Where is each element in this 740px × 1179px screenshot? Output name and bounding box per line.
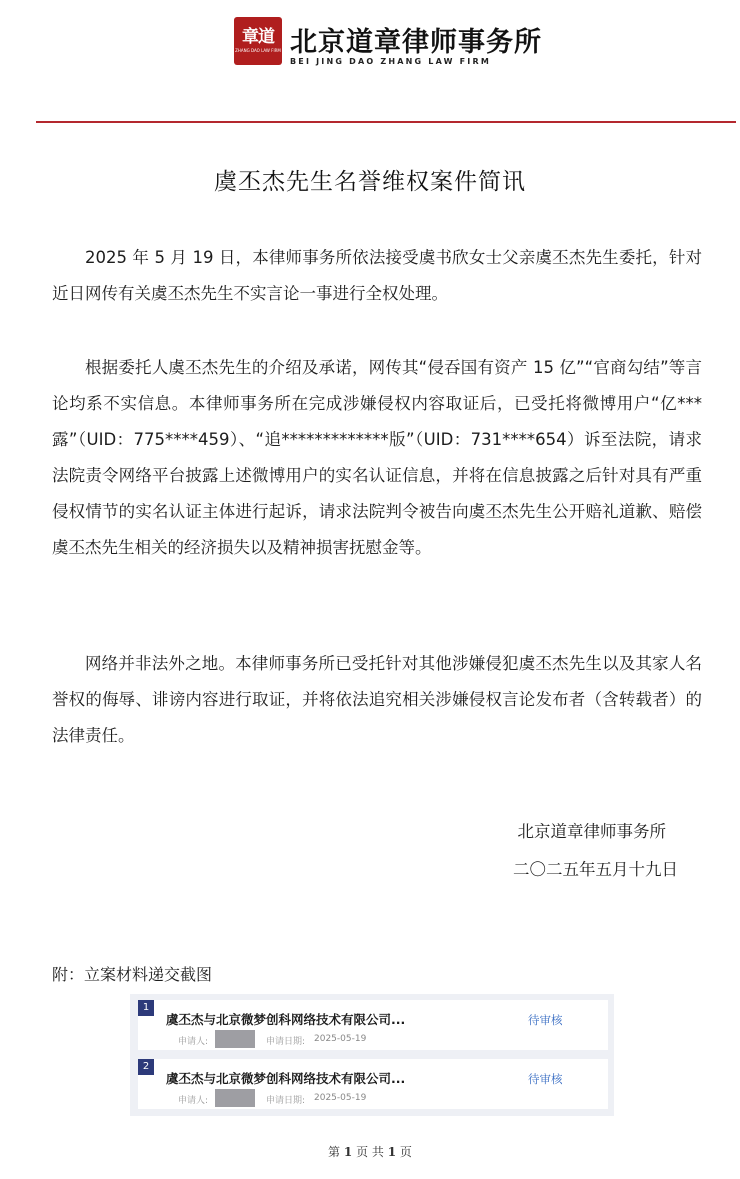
- case-status: 待审核: [528, 1013, 563, 1027]
- paragraph-2: 根据委托人虞丕杰先生的介绍及承诺，网传其“侵吞国有资产 15 亿”“官商勾结”等言论均系不实信息。本律师事务所在完成涉嫌侵权内容取证后，已受托将微博用户“亿***露”（UID：775****459）、“追*************版”（UID：731****654）诉至法院，请求法院责令网络平台披露上述微博用户的实名认证信息，并将在信息披露之后针对具有严重侵权情节的实名认证主体进行起诉，请求法院判令被告向虞丕杰先生公开赔礼道歉、赔偿虞丕杰先生相关的经济损失以及精神损害抚慰金等。: [52, 358, 702, 557]
- seal-text: 章道: [242, 27, 274, 47]
- case-name: 虞丕杰与北京微梦创科网络技术有限公司...: [166, 1071, 406, 1086]
- header-divider: [36, 121, 736, 123]
- case-number-badge: 1: [138, 1000, 154, 1016]
- date-label: 申请日期:: [266, 1096, 306, 1106]
- applicant-label: 申请人:: [178, 1096, 209, 1106]
- footer-prefix: 第: [328, 1145, 341, 1159]
- footer-middle: 页 共: [356, 1145, 384, 1159]
- case-submission-screenshot: [130, 994, 614, 1116]
- case-card: [138, 1000, 608, 1050]
- seal-subtext: ZHANG DAO LAW FIRM: [235, 48, 281, 53]
- attachment-label: 附：立案材料递交截图: [52, 965, 213, 984]
- signature-date: 二〇二五年五月十九日: [513, 860, 678, 879]
- application-date: 2025-05-19: [314, 1093, 367, 1103]
- footer-suffix: 页: [399, 1145, 412, 1159]
- letterhead: [0, 0, 740, 124]
- case-status: 待审核: [528, 1072, 563, 1086]
- page-total: 1: [387, 1145, 397, 1159]
- redacted-applicant: [215, 1089, 255, 1107]
- paragraph-1: 2025 年 5 月 19 日，本律师事务所依法接受虞书欣女士父亲虞丕杰先生委托，针对近日网传有关虞丕杰先生不实言论一事进行全权处理。: [52, 248, 702, 303]
- page-footer: [0, 1143, 740, 1160]
- date-label: 申请日期:: [266, 1037, 306, 1047]
- document-title: 虞丕杰先生名誉维权案件简讯: [214, 169, 526, 195]
- applicant-label: 申请人:: [178, 1037, 209, 1047]
- page-number: 1: [343, 1145, 353, 1159]
- signature-firm: 北京道章律师事务所: [517, 822, 666, 841]
- application-date: 2025-05-19: [314, 1034, 367, 1044]
- case-number-badge: 2: [138, 1059, 154, 1075]
- law-firm-seal-logo: [234, 17, 282, 65]
- case-card: [138, 1059, 608, 1109]
- paragraph-3: 网络并非法外之地。本律师事务所已受托针对其他涉嫌侵犯虞丕杰先生以及其家人名誉权的侮辱、诽谤内容进行取证，并将依法追究相关涉嫌侵权言论发布者（含转载者）的法律责任。: [52, 654, 702, 745]
- case-name: 虞丕杰与北京微梦创科网络技术有限公司...: [166, 1012, 406, 1027]
- firm-name-english: BEI JING DAO ZHANG LAW FIRM: [290, 57, 491, 66]
- firm-name: 北京道章律师事务所: [290, 27, 542, 58]
- redacted-applicant: [215, 1030, 255, 1048]
